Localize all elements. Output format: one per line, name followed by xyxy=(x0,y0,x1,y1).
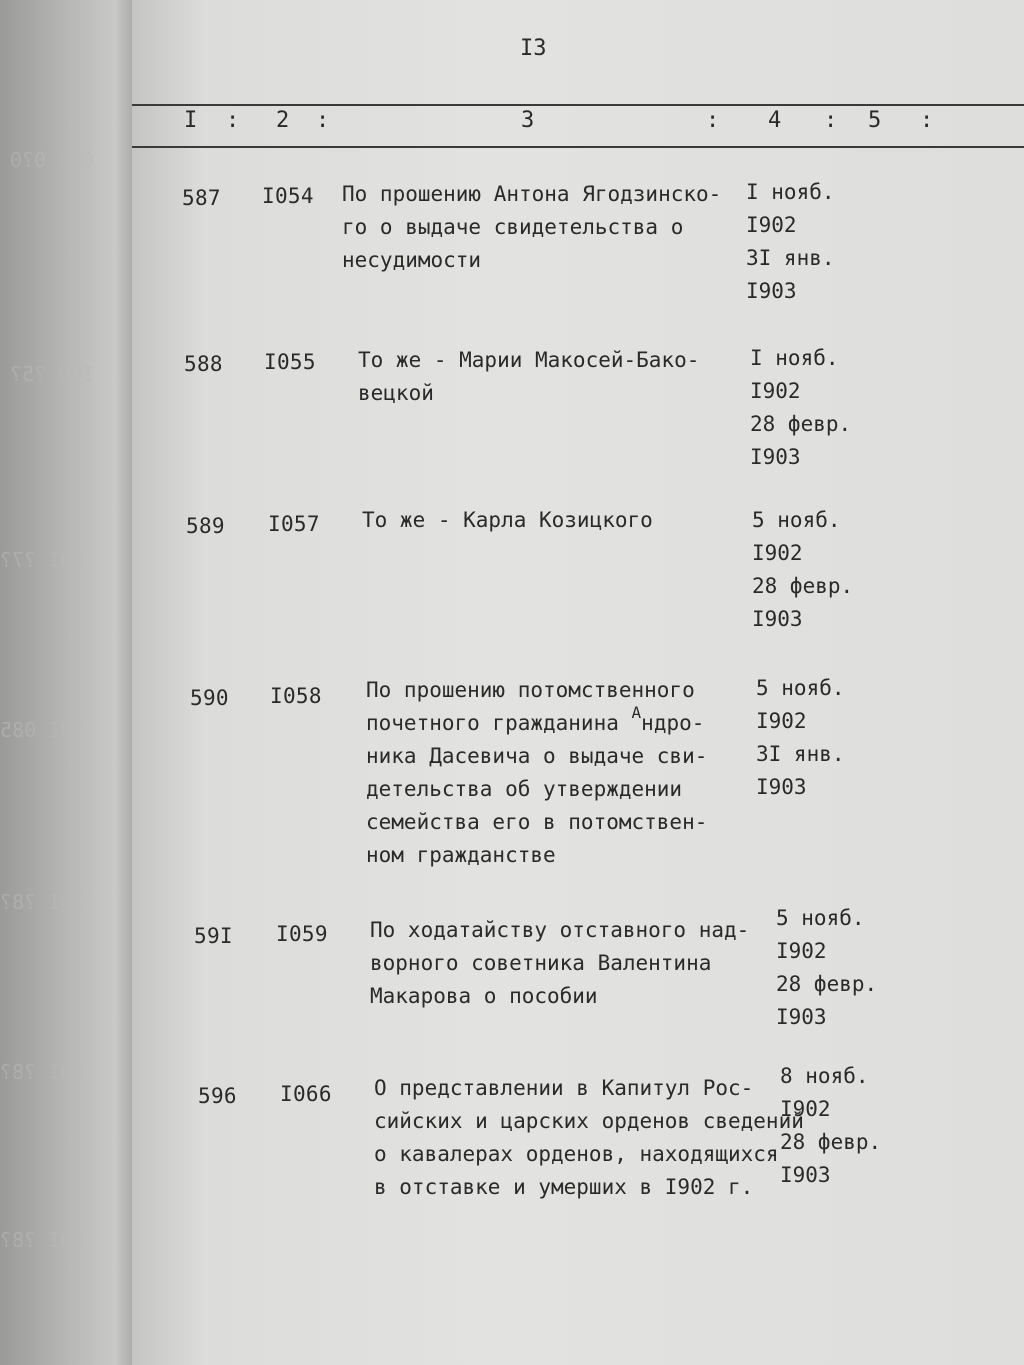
row-dates xyxy=(746,176,835,308)
description-line: несудимости xyxy=(342,248,482,272)
date-line: 28 февр. xyxy=(750,412,852,436)
date-line: I нояб. xyxy=(750,346,839,370)
row-description xyxy=(370,914,749,1013)
date-line: 3I янв. xyxy=(756,742,845,766)
row-number: 587 xyxy=(182,186,221,210)
row-dates xyxy=(776,902,877,1034)
date-line: 28 февр. xyxy=(776,972,878,996)
bleed-through-mark: I0I 085 xyxy=(0,718,85,742)
bleed-through-mark: 00I 0?0 xyxy=(10,148,95,172)
header-rule-top xyxy=(132,104,1024,106)
date-line: I903 xyxy=(776,1005,827,1029)
description-line: ном гражданстве xyxy=(366,843,556,867)
date-line: 8 нояб. xyxy=(780,1064,869,1088)
description-line: То же - Карла Козицкого xyxy=(362,508,653,532)
row-code: I055 xyxy=(264,350,316,374)
date-line: 28 февр. xyxy=(780,1130,882,1154)
description-line: По ходатайству отставного над- xyxy=(370,918,750,942)
date-line: I903 xyxy=(780,1163,831,1187)
date-line: I902 xyxy=(776,939,827,963)
row-description xyxy=(366,674,707,872)
date-line: I902 xyxy=(746,213,797,237)
header-separator: : xyxy=(706,108,720,133)
row-number: 588 xyxy=(184,352,223,376)
row-number: 596 xyxy=(198,1084,237,1108)
date-line: 28 февр. xyxy=(752,574,854,598)
date-line: I903 xyxy=(752,607,803,631)
description-line: го о выдаче свидетельства о xyxy=(342,215,684,239)
row-dates xyxy=(752,504,853,636)
description-line: Макарова о пособии xyxy=(370,984,598,1008)
row-code: I057 xyxy=(268,512,320,536)
row-description xyxy=(358,344,699,410)
row-dates xyxy=(756,672,845,804)
bleed-through-mark: I0I ?8? xyxy=(0,1060,85,1084)
page-number: I3 xyxy=(520,36,547,61)
date-line: 5 нояб. xyxy=(756,676,845,700)
row-code: I054 xyxy=(262,184,314,208)
row-code: I066 xyxy=(280,1082,332,1106)
date-line: I903 xyxy=(756,775,807,799)
description-line: сийских и царских орденов сведений xyxy=(374,1109,804,1133)
description-line: детельства об утверждении xyxy=(366,777,683,801)
bleed-through-mark: I0I ?8? xyxy=(0,1228,85,1252)
row-description xyxy=(362,504,653,537)
row-number: 59I xyxy=(194,924,233,948)
row-code: I058 xyxy=(270,684,322,708)
header-col-4: 4 xyxy=(768,108,782,133)
header-separator: : xyxy=(824,108,838,133)
row-description xyxy=(342,178,721,277)
header-col-2: 2 xyxy=(276,108,290,133)
description-line: По прошению потомственного xyxy=(366,678,695,702)
description-line: вецкой xyxy=(358,381,434,405)
date-line: I902 xyxy=(780,1097,831,1121)
row-dates xyxy=(750,342,851,474)
bleed-through-mark: I0I ?8? xyxy=(0,890,85,914)
date-line: I903 xyxy=(750,445,801,469)
date-line: 5 нояб. xyxy=(776,906,865,930)
row-code: I059 xyxy=(276,922,328,946)
date-line: 3I янв. xyxy=(746,246,835,270)
row-number: 589 xyxy=(186,514,225,538)
bleed-through-mark: I00 ?5? xyxy=(10,362,95,386)
description-line: почетного гражданина $^А$ндро- xyxy=(366,703,705,735)
description-line: По прошению Антона Ягодзинско- xyxy=(342,182,722,206)
date-line: I902 xyxy=(752,541,803,565)
row-dates xyxy=(780,1060,881,1192)
description-line: О представлении в Капитул Рос- xyxy=(374,1076,754,1100)
date-line: I нояб. xyxy=(746,180,835,204)
facing-page-edge xyxy=(0,0,135,1365)
superscript-letter: А xyxy=(631,703,642,722)
header-rule-bottom xyxy=(132,146,1024,148)
row-description xyxy=(374,1072,804,1204)
header-col-5: 5 xyxy=(868,108,882,133)
header-separator: : xyxy=(316,108,330,133)
header-col-1: I xyxy=(184,108,198,133)
header-separator: : xyxy=(920,108,934,133)
description-line: в отставке и умерших в I902 г. xyxy=(374,1175,754,1199)
description-line: ворного советника Валентина xyxy=(370,951,712,975)
description-line: ника Дасевича о выдаче сви- xyxy=(366,744,708,768)
header-separator: : xyxy=(226,108,240,133)
bleed-through-mark: I0I ?7? xyxy=(0,548,85,572)
date-line: 5 нояб. xyxy=(752,508,841,532)
description-line: То же - Марии Макосей-Бако- xyxy=(358,348,700,372)
date-line: I902 xyxy=(756,709,807,733)
date-line: I902 xyxy=(750,379,801,403)
row-number: 590 xyxy=(190,686,229,710)
description-line: о кавалерах орденов, находящихся xyxy=(374,1142,779,1166)
description-line: семейства его в потомствен- xyxy=(366,810,708,834)
date-line: I903 xyxy=(746,279,797,303)
header-col-3: 3 xyxy=(521,108,535,133)
